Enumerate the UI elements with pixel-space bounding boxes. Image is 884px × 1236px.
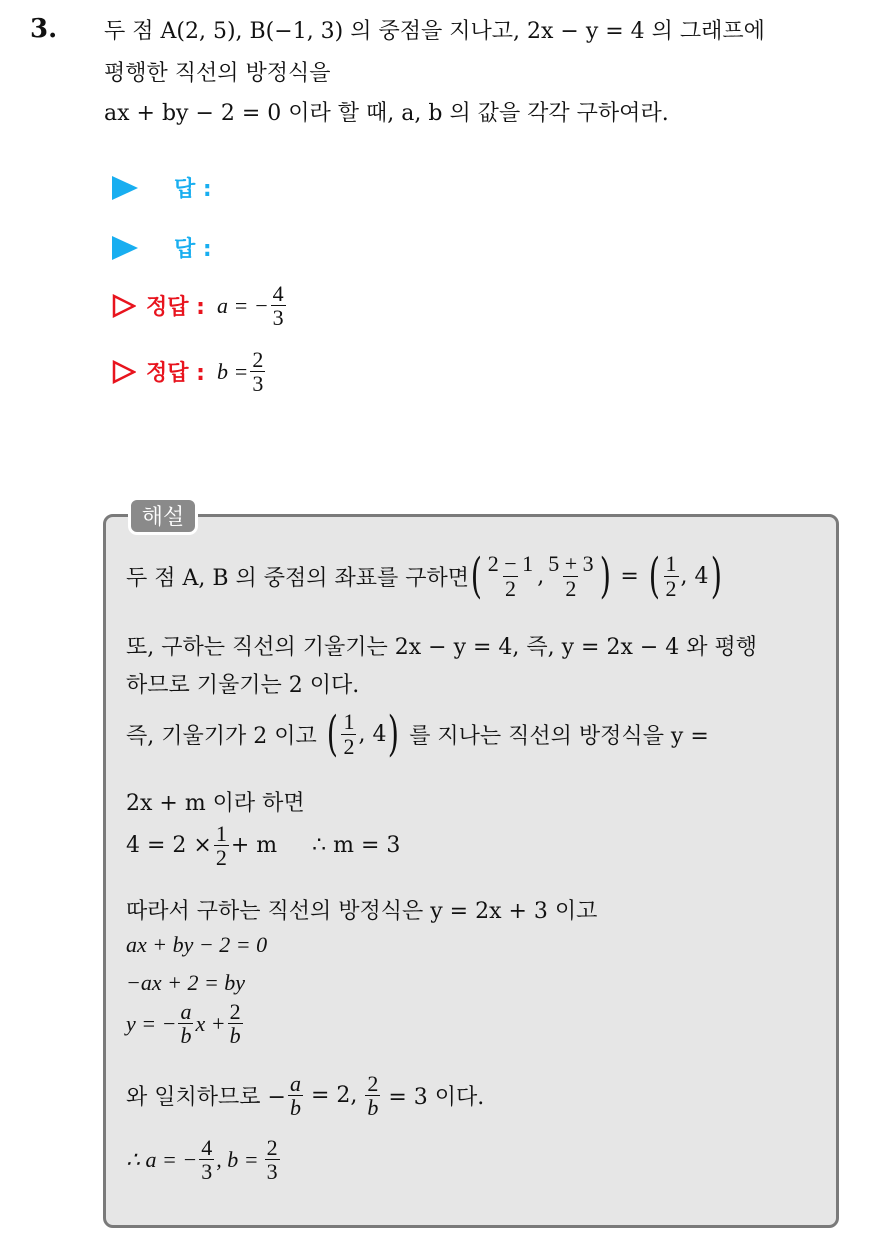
solution-text: = 2, bbox=[310, 1083, 358, 1109]
answer-blank-1 bbox=[112, 172, 212, 203]
denominator: b bbox=[180, 1023, 192, 1049]
denominator: 2 bbox=[504, 575, 516, 601]
solution-line-3 bbox=[126, 668, 359, 699]
correct-lhs: b = bbox=[216, 358, 249, 384]
numerator: 1 bbox=[343, 709, 355, 735]
correct-answer-2 bbox=[112, 348, 267, 395]
triangle-outline-icon bbox=[112, 294, 136, 318]
solution-line-10 bbox=[126, 1000, 245, 1047]
solution-text: , b = bbox=[216, 1146, 259, 1172]
numerator: a bbox=[180, 999, 192, 1024]
right-paren: ) bbox=[388, 706, 400, 762]
fraction-tail: , 4 bbox=[680, 563, 709, 589]
solution-text: 2x + m 이라 하면 bbox=[126, 791, 305, 816]
solution-text: 또, 구하는 직선의 기울기는 2x − y = 4, 즉, y = 2x − 4 와 평행 bbox=[126, 635, 758, 660]
denominator: b bbox=[229, 1023, 241, 1049]
numerator: 4 bbox=[201, 1135, 213, 1160]
solution-line-2 bbox=[126, 630, 757, 661]
fraction bbox=[214, 822, 229, 869]
left-paren: ( bbox=[470, 548, 483, 604]
fraction bbox=[199, 1136, 214, 1183]
solution-text: 를 지나는 직선의 방정식을 y = bbox=[409, 723, 709, 749]
solution-line-9 bbox=[126, 970, 245, 996]
solution-line-8 bbox=[126, 932, 267, 958]
solution-line-7 bbox=[126, 894, 597, 925]
denominator: 2 bbox=[665, 575, 677, 601]
denominator: 3 bbox=[272, 305, 284, 331]
numerator: 5 + 3 bbox=[548, 551, 594, 577]
fraction bbox=[664, 552, 679, 599]
solution-line-11 bbox=[126, 1072, 484, 1119]
fraction bbox=[265, 1136, 280, 1183]
denominator: b bbox=[289, 1095, 301, 1121]
solution-text: 두 점 A, B 의 중점의 좌표를 구하면 bbox=[126, 565, 470, 591]
fraction bbox=[546, 552, 595, 599]
right-paren: ) bbox=[710, 548, 722, 604]
equals: = bbox=[620, 563, 639, 589]
denominator: 3 bbox=[266, 1159, 278, 1185]
solution-text: 즉, 기울기가 2 이고 bbox=[126, 723, 317, 749]
answer-label: 답 : bbox=[174, 177, 212, 202]
fraction bbox=[178, 1000, 193, 1047]
correct-label: 정답 : bbox=[146, 295, 205, 321]
solution-line-6 bbox=[126, 822, 400, 869]
numerator: 1 bbox=[215, 821, 227, 846]
solution-text: 하므로 기울기는 2 이다. bbox=[126, 673, 360, 698]
fraction-tail: , 4 bbox=[358, 721, 387, 747]
numerator: 2 bbox=[266, 1135, 278, 1160]
play-arrow-icon bbox=[112, 236, 138, 260]
fraction bbox=[341, 710, 356, 757]
denominator: 3 bbox=[252, 371, 264, 397]
fraction bbox=[271, 282, 286, 329]
left-paren: ( bbox=[326, 706, 338, 762]
solution-text: ax + by − 2 = 0 bbox=[126, 932, 268, 957]
solution-text: ∴ a = − bbox=[126, 1146, 198, 1172]
solution-text: y = − bbox=[126, 1010, 177, 1036]
correct-lhs: a = − bbox=[216, 292, 269, 318]
solution-line-1 bbox=[126, 548, 723, 604]
solution-text: −ax + 2 = by bbox=[126, 970, 246, 995]
numerator: 1 bbox=[665, 551, 677, 577]
denominator: 2 bbox=[565, 575, 577, 601]
solution-text: 와 일치하므로 − bbox=[126, 1085, 286, 1111]
solution-tag: 해설 bbox=[128, 497, 198, 535]
correct-label: 정답 : bbox=[146, 361, 205, 387]
comma: , bbox=[537, 563, 545, 589]
denominator: 2 bbox=[215, 845, 227, 871]
numerator: a bbox=[289, 1071, 301, 1096]
numerator: 2 − 1 bbox=[487, 551, 534, 577]
denominator: 2 bbox=[343, 733, 355, 759]
fraction bbox=[365, 1072, 380, 1119]
question-line-3: ax + by − 2 = 0 이라 할 때, a, b 의 값을 각각 구하여라. bbox=[104, 101, 669, 126]
solution-text: = 3 이다. bbox=[388, 1085, 485, 1111]
solution-line-4 bbox=[126, 706, 709, 762]
left-paren: ( bbox=[648, 548, 660, 604]
solution-text: 4 = 2 × bbox=[126, 833, 212, 859]
play-arrow-icon bbox=[112, 176, 138, 200]
question-number: 3. bbox=[30, 14, 58, 44]
question-line-1: 두 점 A(2, 5), B(−1, 3) 의 중점을 지나고, 2x − y = 4 의 그래프에 bbox=[104, 19, 765, 44]
correct-answer-1 bbox=[112, 282, 288, 329]
denominator: b bbox=[367, 1095, 379, 1121]
solution-line-5 bbox=[126, 786, 305, 817]
solution-line-12 bbox=[126, 1136, 282, 1183]
numerator: 2 bbox=[367, 1071, 379, 1096]
right-paren: ) bbox=[599, 548, 611, 604]
numerator: 2 bbox=[252, 347, 264, 372]
fraction bbox=[288, 1072, 303, 1119]
solution-text: x + bbox=[195, 1010, 226, 1036]
fraction bbox=[250, 348, 265, 395]
question-line-2: 평행한 직선의 방정식을 bbox=[104, 61, 331, 86]
numerator: 2 bbox=[229, 999, 241, 1024]
answer-blank-2 bbox=[112, 232, 212, 263]
fraction bbox=[228, 1000, 243, 1047]
solution-text: 따라서 구하는 직선의 방정식은 y = 2x + 3 이고 bbox=[126, 899, 598, 924]
solution-box bbox=[103, 514, 839, 1228]
triangle-outline-icon bbox=[112, 360, 136, 384]
fraction bbox=[486, 552, 535, 599]
solution-text: + m ∴ m = 3 bbox=[230, 833, 401, 859]
denominator: 3 bbox=[201, 1159, 213, 1185]
numerator: 4 bbox=[272, 281, 284, 306]
answer-label: 답 : bbox=[174, 237, 212, 262]
